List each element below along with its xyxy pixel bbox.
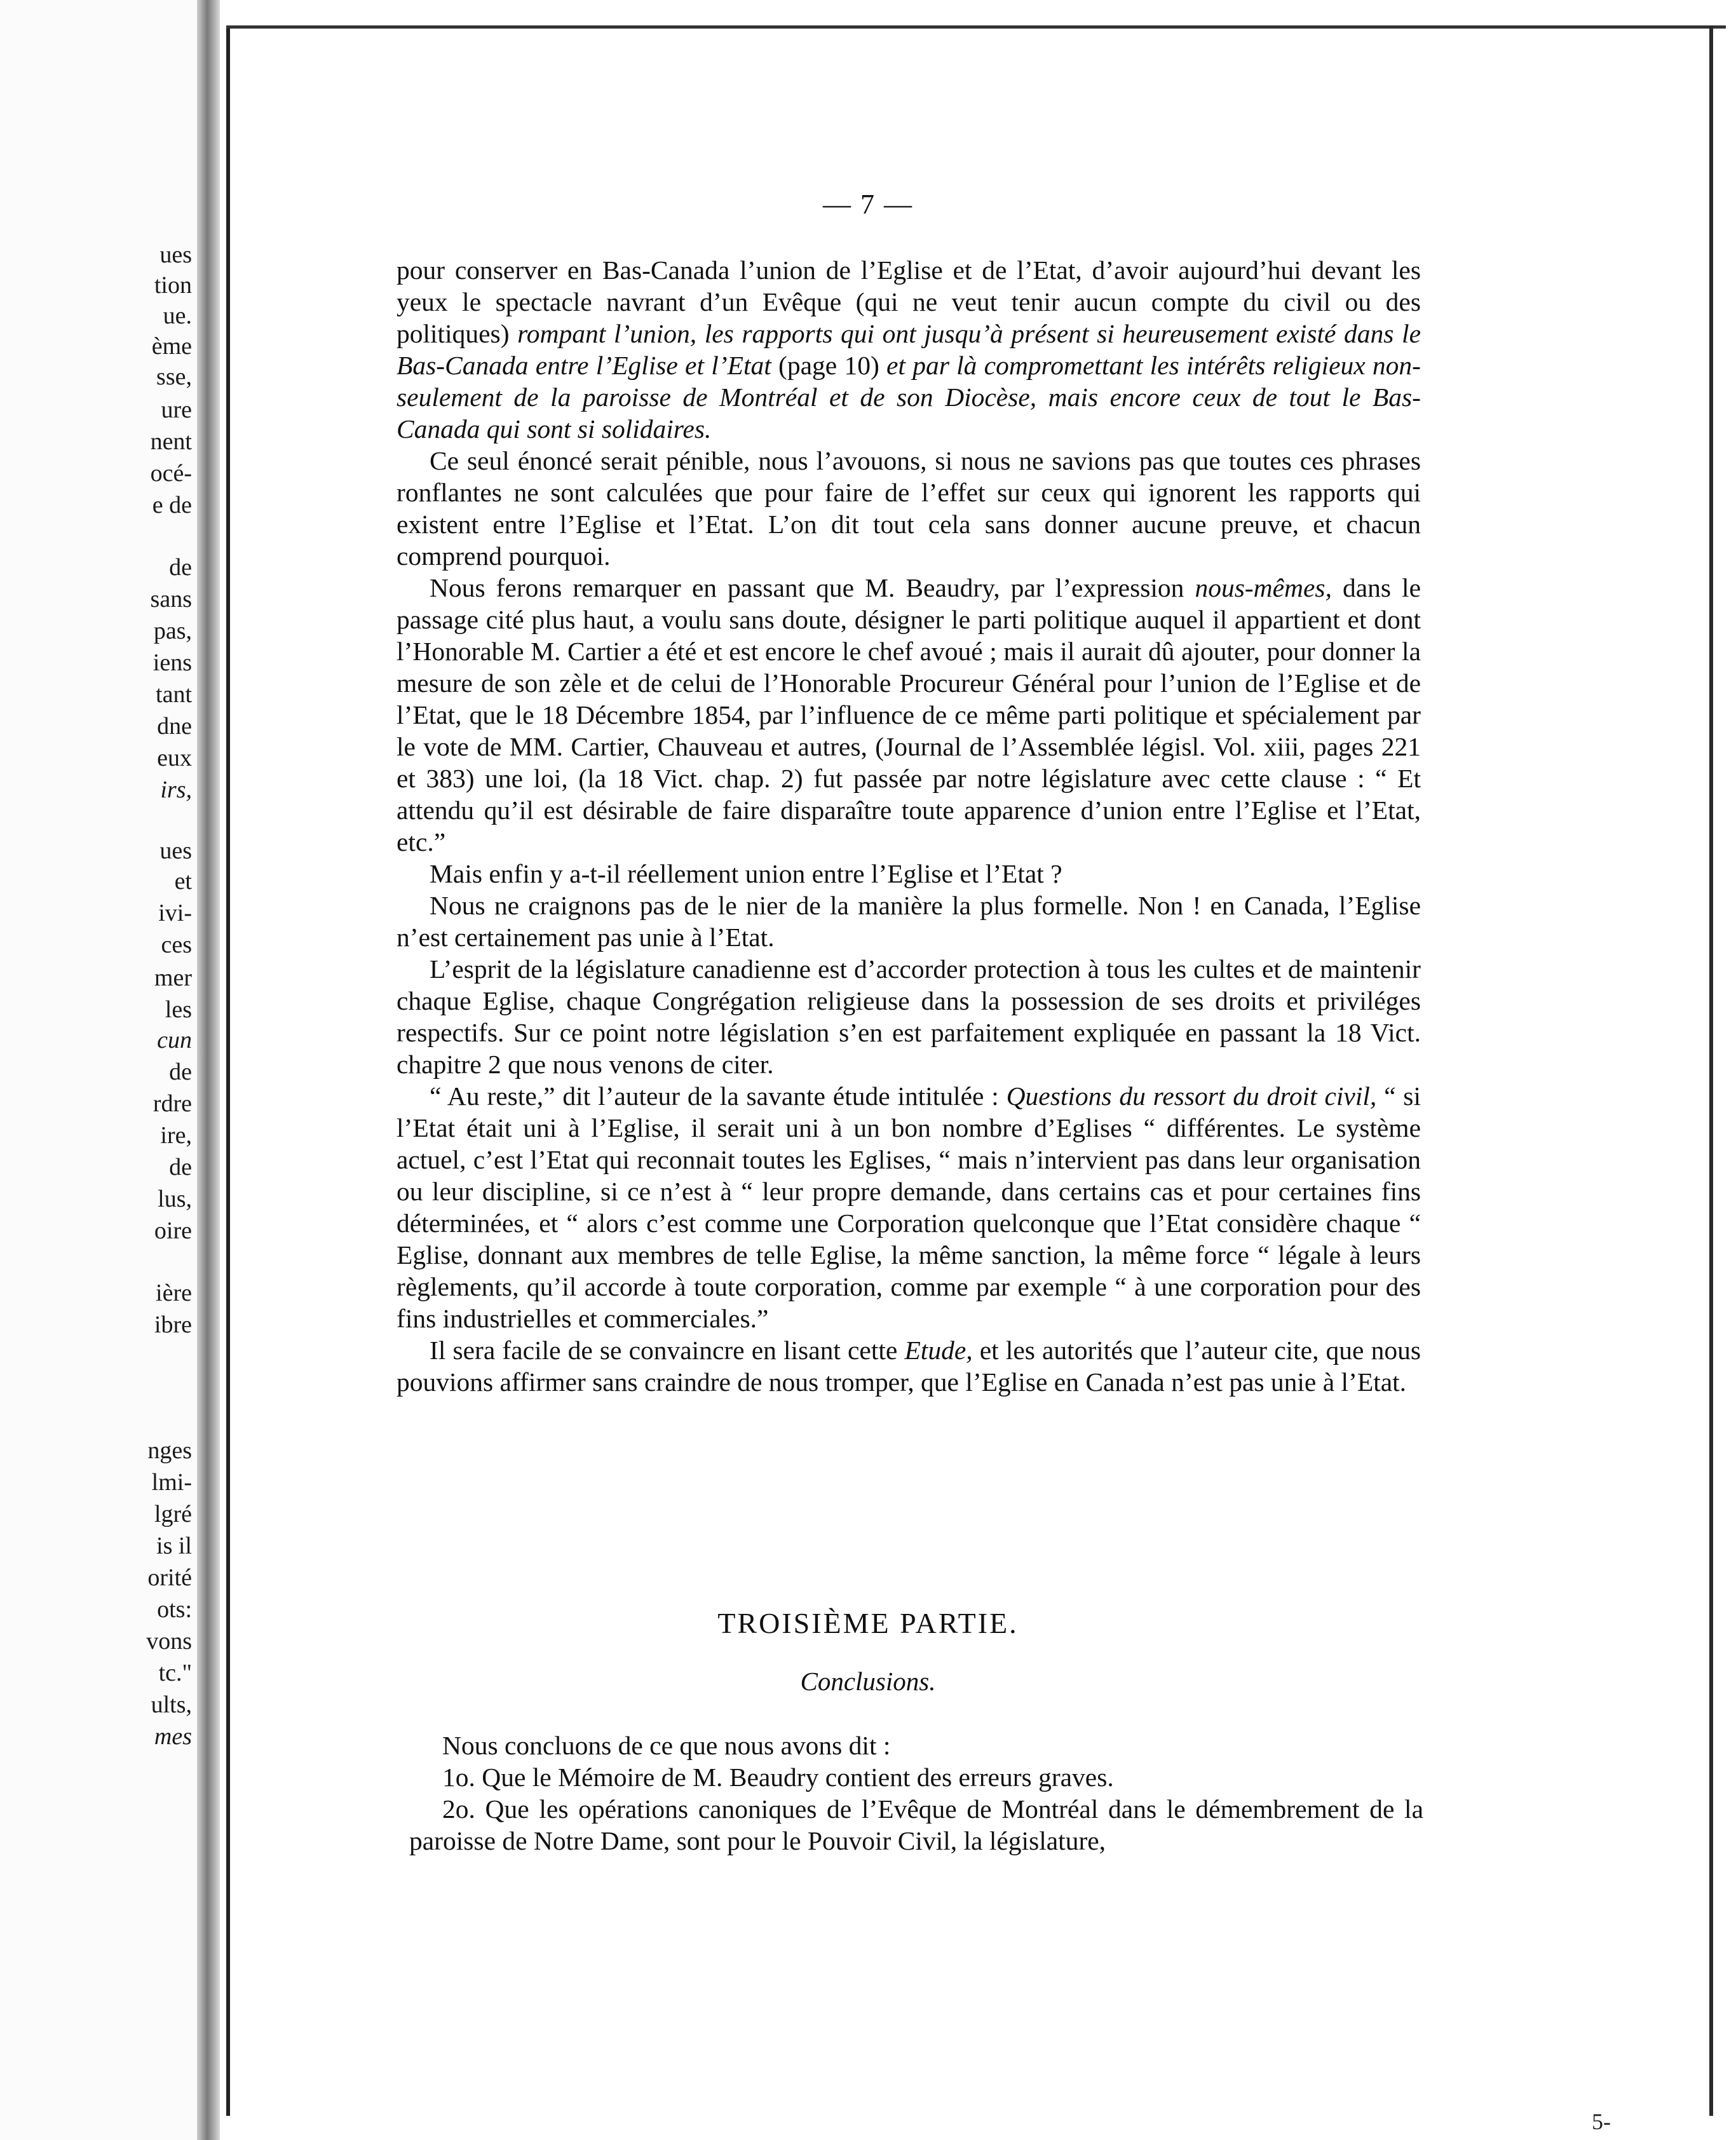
- paragraph-6: L’esprit de la législature canadienne est d’accorder protection à tous les cultes et de maintenir chaque Eglise, chaque Congrégation religieuse dans la possession de ses droits et priviléges respectifs. Sur ce point notre législation s’en est parfaitement expliquée en passant la 18 Vict. chapitre 2 que nous venons de citer.: [397, 954, 1421, 1079]
- paragraph-1-italic-b: rompant l’union, les rapports qui ont jusqu’à présent si heureusement existé dans le Bas-Canada entre l’Eglise et l’Etat: [397, 319, 1421, 380]
- paragraph-7-text-c: “ si l’Etat était uni à l’Eglise, il serait uni à un bon nombre d’Eglises “ différentes. Le système actuel, c’est l’Etat qui reconnait toutes les Eglises, “ mais n’intervient pas dans leur organisation ou leur discipline, si ce n’est à “ leur propre demande, dans certains cas et pour certaines fins déterminées, et “ alors c’est comme une Corporation quelconque que l’Etat considère chaque “ Eglise, donnant aux membres de telle Eglise, la même sanction, la même force “ légale à leurs règlements, qu’il accorde à toute corporation, comme par exemple “ à une corporation pour des fins industrielles et commerciales.”: [397, 1081, 1421, 1333]
- paragraph-3-text-a: Nous ferons remarquer en passant que M. Beaudry, par l’expression: [430, 573, 1195, 602]
- page-number: — 7 —: [823, 189, 913, 220]
- paragraph-8-text-c: et les autorités que l’auteur cite, que nous pouvions affirmer sans craindre de nous tromper, que l’Eglise en Canada n’est pas unie à l’Etat.: [397, 1336, 1421, 1397]
- page-border-top: [226, 25, 1726, 29]
- facing-page-fragment: sse,: [156, 363, 192, 390]
- facing-page-fragment: e de: [152, 492, 192, 518]
- facing-page-fragment: ue.: [163, 302, 192, 329]
- bottom-corner-mark: 5‑: [1592, 2109, 1611, 2134]
- facing-page-fragment: lmi-: [151, 1469, 192, 1496]
- paragraph-7-text-a: “ Au reste,” dit l’auteur de la savante étude intitulée :: [430, 1081, 1007, 1111]
- facing-page-fragment: ière: [156, 1280, 192, 1306]
- facing-page-fragment: de: [169, 1059, 192, 1085]
- facing-page-fragment: tc.": [158, 1660, 192, 1686]
- facing-page-fragment: ults,: [151, 1691, 192, 1718]
- facing-page-fragment: océ-: [150, 460, 192, 487]
- facing-page-fragment: tant: [156, 681, 192, 708]
- facing-page-fragment: irs,: [160, 776, 192, 803]
- paragraph-4: Mais enfin y a-t-il réellement union entre l’Eglise et l’Etat ?: [430, 859, 1062, 888]
- paragraph-2: Ce seul énoncé serait pénible, nous l’avouons, si nous ne savions pas que toutes ces phrases ronflantes ne sont calculées que pour faire de l’effet sur ceux qui ignorent les rapports qui existent entre l’Eglise et l’Etat. L’on dit tout cela sans donner aucune preuve, et chacun comprend pourquoi.: [397, 446, 1421, 571]
- paragraph-8-italic-b: Etude,: [904, 1336, 973, 1365]
- facing-page-fragment: oire: [154, 1217, 192, 1244]
- body-text: [397, 254, 1421, 1398]
- facing-page-fragment: ues: [159, 837, 192, 864]
- facing-page-fragment: ivi-: [158, 900, 192, 926]
- paragraph-3-italic-b: nous-mêmes,: [1195, 573, 1332, 602]
- facing-page-fragment: orité: [147, 1564, 192, 1591]
- facing-page-fragment: mes: [154, 1723, 192, 1750]
- facing-page-edge: [0, 0, 202, 2140]
- conclusion-item-1: 1o. Que le Mémoire de M. Beaudry contient des erreurs graves.: [442, 1763, 1114, 1792]
- paragraph-5: Nous ne craignons pas de le nier de la manière la plus formelle. Non ! en Canada, l’Eglise n’est certainement pas unie à l’Etat.: [397, 891, 1421, 952]
- section-title: TROISIÈME PARTIE.: [717, 1607, 1019, 1639]
- conclusion-item-2: 2o. Que les opérations canoniques de l’Evêque de Montréal dans le démembrement de la paroisse de Notre Dame, sont pour le Pouvoir Civil, la législature,: [409, 1794, 1423, 1855]
- facing-page-fragment: rdre: [153, 1090, 192, 1117]
- facing-page-fragment: lus,: [158, 1186, 192, 1212]
- paragraph-8: [397, 1334, 1421, 1398]
- facing-page-fragment: les: [165, 996, 192, 1023]
- facing-page-fragment: de: [169, 554, 192, 581]
- facing-page-fragment: iens: [153, 649, 192, 676]
- facing-page-fragment: lgré: [154, 1501, 192, 1527]
- facing-page-fragment: nges: [147, 1437, 192, 1464]
- facing-page-fragment: ots:: [157, 1596, 192, 1623]
- paragraph-8-text-a: Il sera facile de se convaincre en lisant cette: [430, 1336, 905, 1365]
- facing-page-fragment: is il: [156, 1533, 192, 1559]
- paragraph-3: [397, 572, 1421, 858]
- paragraph-3-text-c: dans le passage cité plus haut, a voulu sans doute, désigner le parti politique auquel il appartient et dont l’Honorable M. Cartier a été et est encore le chef avoué ; mais il aurait dû ajouter, pour donner la mesure de son zèle et de celui de l’Honorable Procureur Général pour l’union de l’Eglise et de l’Etat, que le 18 Décembre 1854, par l’influence de ce même parti politique et spécialement par le vote de MM. Cartier, Chauveau et autres, (Journal de l’Assemblée législ. Vol. xiii, pages 221 et 383) une loi, (la 18 Vict. chap. 2) fut passée par notre législature avec cette clause : “ Et attendu qu’il est désirable de faire disparaître toute apparence d’union entre l’Eglise et l’Etat, etc.”: [397, 573, 1421, 857]
- facing-page-fragment: ure: [161, 396, 192, 423]
- conclusions-intro: Nous concluons de ce que nous avons dit :: [442, 1731, 891, 1760]
- facing-page-fragment: vons: [146, 1628, 192, 1655]
- facing-page-fragment: de: [169, 1154, 192, 1181]
- facing-page-fragment: et: [174, 868, 192, 895]
- facing-page-fragment: pas,: [153, 618, 192, 644]
- facing-page-fragment: mer: [154, 965, 192, 991]
- facing-page-fragment: tion: [154, 272, 192, 299]
- paragraph-7: [397, 1080, 1421, 1334]
- facing-page-fragment: dne: [157, 713, 192, 740]
- facing-page-fragment: ibre: [154, 1311, 192, 1338]
- paragraph-1-text-c: (page 10): [771, 351, 887, 380]
- paragraph-7-italic-b: Questions du ressort du droit civil,: [1006, 1081, 1377, 1111]
- page-border-left: [226, 25, 230, 2116]
- page-border-right: [1709, 25, 1713, 2116]
- paragraph-1: [397, 254, 1421, 445]
- facing-page-fragment: eux: [157, 745, 192, 771]
- facing-page-fragment: ces: [161, 931, 192, 958]
- facing-page-fragment: cun: [157, 1027, 192, 1053]
- section-subtitle: Conclusions.: [800, 1667, 936, 1696]
- conclusions: [409, 1730, 1423, 1857]
- paragraph-1-italic-d: et par là compromettant les intérêts religieux non-seulement de la paroisse de Montréal et de son Diocèse, mais encore ceux de tout le Bas-Canada qui sont si solidaires.: [397, 351, 1421, 444]
- paragraph-1-text-a: pour conserver en Bas-Canada l’union de l’Eglise et de l’Etat, d’avoir aujourd’hui devant les yeux le spectacle navrant d’un Evêque (qui ne veut tenir aucun compte du civil ou des politiques): [397, 255, 1421, 348]
- facing-page-fragment: ire,: [160, 1122, 192, 1149]
- book-gutter: [197, 0, 220, 2140]
- facing-page-fragment: ème: [151, 333, 192, 360]
- facing-page-fragment: nent: [150, 428, 192, 455]
- facing-page-fragment: ues: [159, 241, 192, 268]
- facing-page-fragment: sans: [150, 586, 192, 613]
